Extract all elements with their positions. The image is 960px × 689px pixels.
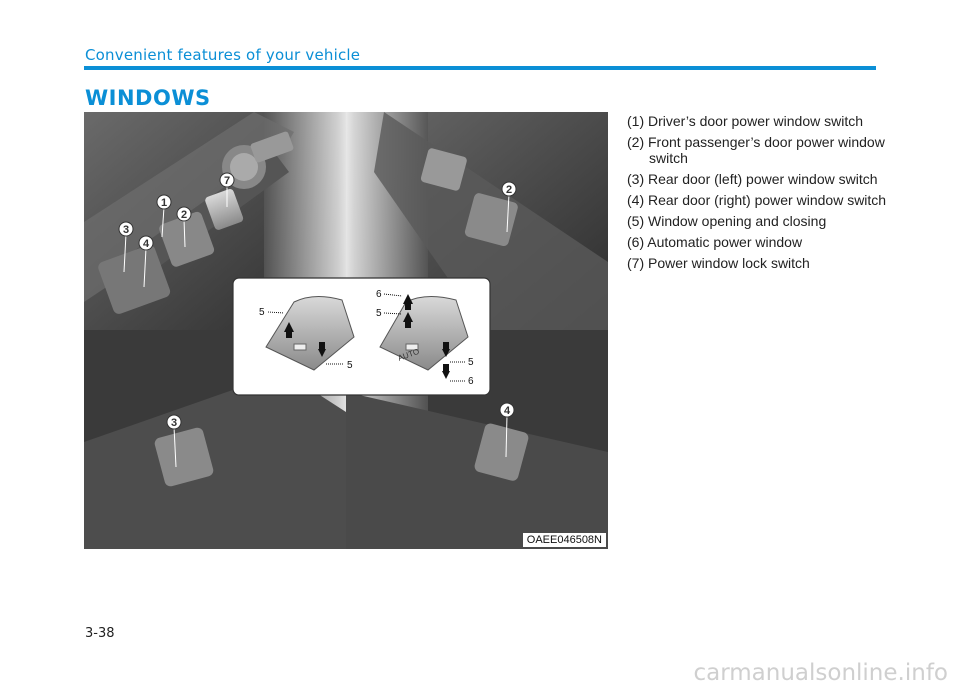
legend-item: (5) Window opening and closing bbox=[627, 213, 827, 229]
svg-text:6: 6 bbox=[376, 289, 382, 300]
legend-item: (2) Front passenger’s door power window switch bbox=[627, 134, 885, 166]
legend-item: (6) Automatic power window bbox=[627, 234, 803, 250]
legend-item: (7) Power window lock switch bbox=[627, 255, 810, 271]
svg-text:2: 2 bbox=[505, 184, 513, 196]
header-rule bbox=[84, 66, 876, 70]
svg-text:5: 5 bbox=[376, 308, 382, 319]
svg-text:4: 4 bbox=[503, 405, 511, 417]
legend-item: (1) Driver’s door power window switch bbox=[627, 113, 864, 129]
header-section-title: Convenient features of your vehicle bbox=[85, 46, 361, 64]
figure-illustration bbox=[84, 112, 608, 549]
page-number: 3-38 bbox=[85, 626, 115, 641]
svg-text:5: 5 bbox=[259, 307, 265, 318]
svg-text:1: 1 bbox=[160, 197, 168, 209]
svg-text:7: 7 bbox=[223, 175, 231, 187]
switch-inset bbox=[233, 278, 490, 395]
watermark: carmanualsonline.info bbox=[693, 660, 948, 686]
legend-list bbox=[627, 113, 887, 276]
figure-code: OAEE046508N bbox=[523, 533, 606, 547]
svg-text:5: 5 bbox=[468, 357, 474, 368]
window-switch-figure bbox=[84, 112, 608, 549]
section-heading: WINDOWS bbox=[85, 86, 211, 110]
svg-text:3: 3 bbox=[122, 224, 130, 236]
legend-item: (4) Rear door (right) power window switch bbox=[627, 192, 887, 208]
svg-text:4: 4 bbox=[142, 238, 150, 250]
svg-text:6: 6 bbox=[468, 376, 474, 387]
svg-text:2: 2 bbox=[180, 209, 188, 221]
legend-item: (3) Rear door (left) power window switch bbox=[627, 171, 878, 187]
svg-text:5: 5 bbox=[347, 360, 353, 371]
svg-text:3: 3 bbox=[170, 417, 178, 429]
svg-text:AUTO: AUTO bbox=[396, 346, 421, 363]
